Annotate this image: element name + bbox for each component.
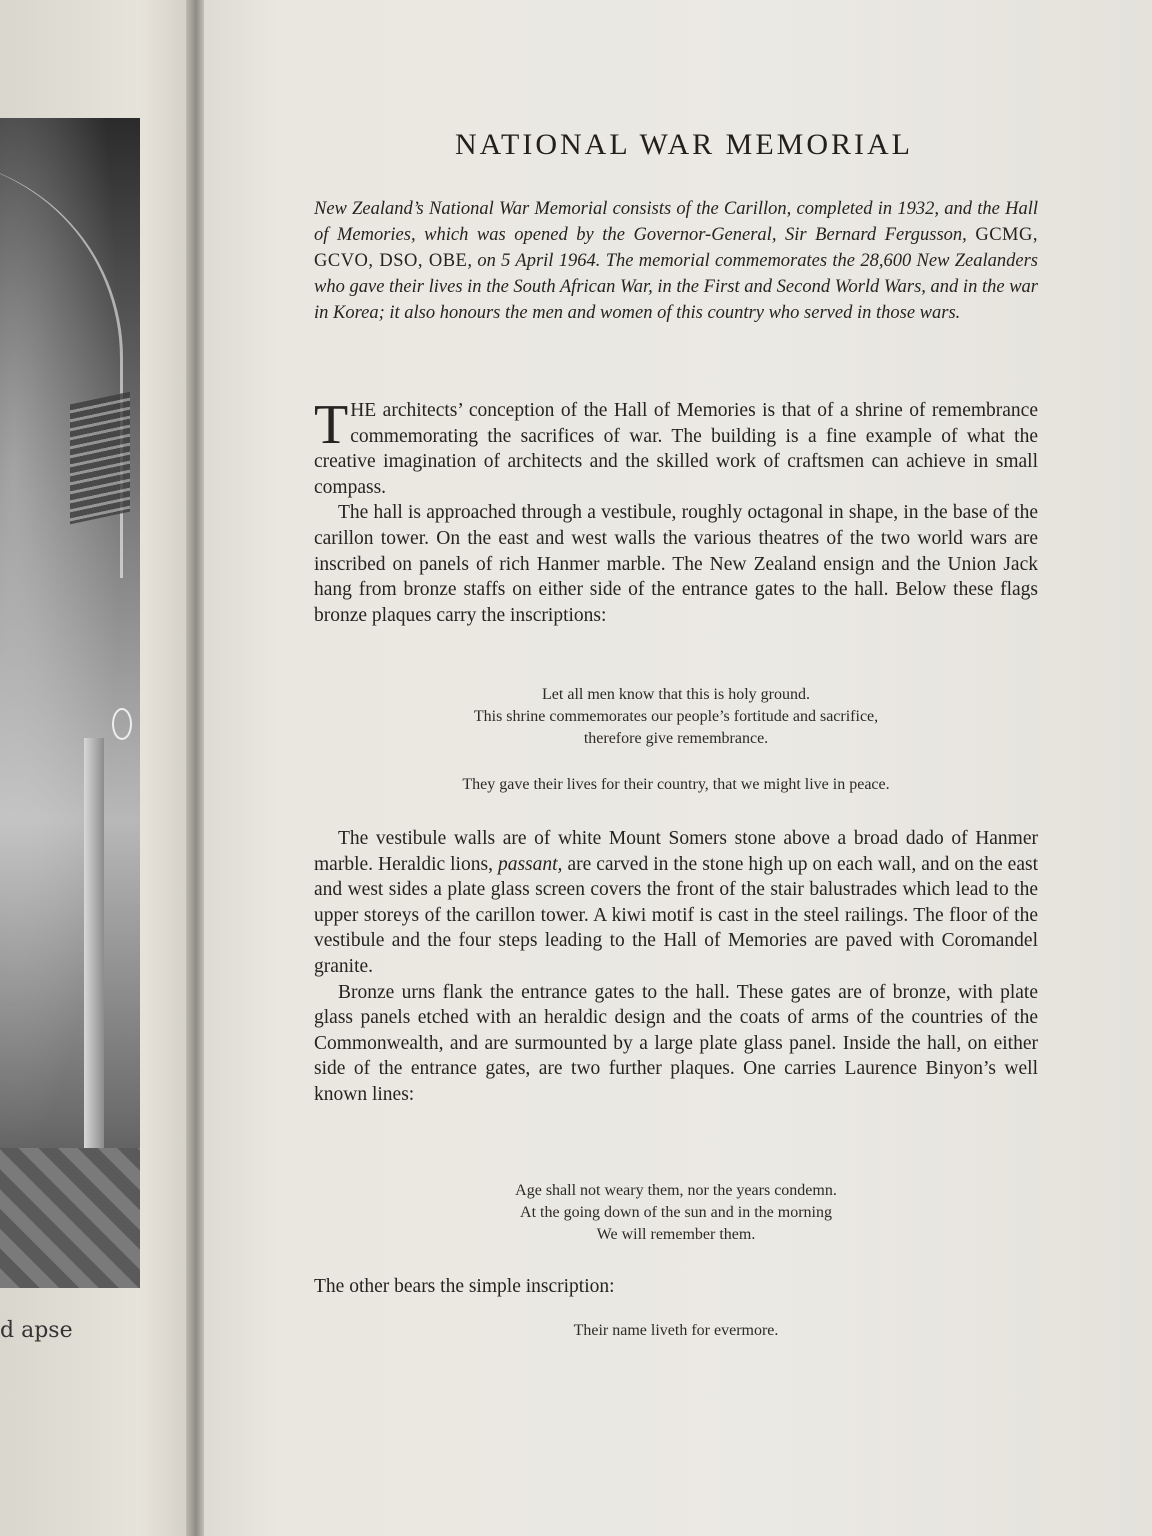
intro-text-part1: New Zealand’s National War Memorial consists of the Carillon, completed in 1932, and the Hall of Memories, which was opened by the Governor-General, Sir Bernard Fergusson, (314, 199, 1038, 245)
right-text-page (204, 0, 1152, 1536)
left-facing-page (0, 0, 200, 1536)
paragraph-architects (314, 394, 1038, 500)
paragraph-walls-text-2: are carved in the stone high up on each wall, and on the east and west sides a plate glass screen covers the front of the stair balustrades which lead to the upper storeys of the carillon tower. A kiwi motif is cast in the steel railings. The floor of the vestibule and the four steps leading to the Hall of Memories are paved with Coromandel granite. (314, 853, 1038, 977)
poem-line: We will remember them. (596, 1226, 756, 1243)
inscription-line: therefore give remembrance. (583, 730, 769, 747)
paragraph-bronze-urns: Bronze urns flank the entrance gates to the hall. These gates are of bronze, with plate glass panels etched with an heraldic design and the coats of arms of the countries of the Commonwealth, and are surmounted by a large plate glass panel. Inside the hall, on either side of the entrance gates, are two further plaques. One carries Laurence Binyon’s well known lines: (314, 981, 1038, 1105)
drop-cap: T (314, 394, 349, 456)
inscription-line: Let all men know that this is holy ground. (542, 686, 810, 703)
book-gutter (186, 0, 206, 1536)
body-block-2 (314, 826, 1038, 1108)
paragraph-vestibule: The hall is approached through a vestibule, roughly octagonal in shape, in the base of the carillon tower. On the east and west walls the various theatres of the two world wars are inscribed on panels of rich Hanmer marble. The New Zealand ensign and the Union Jack hang from bronze staffs on either side of the entrance gates to the hall. Below these flags bronze plaques carry the inscriptions: (314, 502, 1038, 626)
intro-text-part2: , on 5 April 1964. The memorial commemorates the 28,600 New Zealanders who gave their lives in the South African War, in the First and Second World Wars, and in the war in Korea; it also honours the men and women of this country who served in those wars. (314, 251, 1038, 323)
interior-photograph (0, 118, 140, 1288)
paragraph-other-plaque: The other bears the simple inscription: (314, 1276, 615, 1297)
inscription-line: This shrine commemorates our people’s fortitude and sacrifice, (473, 708, 879, 725)
body-block-1 (314, 394, 1038, 628)
photo-window (70, 392, 130, 525)
photo-caption-fragment: d apse (0, 1318, 73, 1343)
poem-binyon (314, 1180, 1038, 1246)
poem-line: Age shall not weary them, nor the years condemn. (515, 1182, 837, 1199)
paragraph-vestibule-walls (314, 826, 1038, 980)
intro-honours: GCMG, GCVO, DSO, OBE (314, 225, 1038, 271)
paragraph-walls-italic: passant, (497, 853, 563, 875)
inscription-evermore: Their name liveth for evermore. (573, 1322, 779, 1339)
inscription-gave-their-lives: They gave their lives for their country, that we might live in peace. (462, 776, 890, 793)
intro-paragraph (314, 196, 1038, 326)
page-title: NATIONAL WAR MEMORIAL (455, 128, 913, 161)
paragraph-architects-text: HE architects’ conception of the Hall of Memories is that of a shrine of remembrance commemorating the sacrifices of war. The building is a fine example of what the creative imagination of architects and the skilled work of craftsmen can achieve in small compass. (314, 400, 1038, 498)
paragraph-walls-text-1: The vestibule walls are of white Mount Somers stone above a broad dado of Hanmer marble. Heraldic lions, (314, 828, 1038, 875)
photo-wall-plaque (112, 708, 132, 740)
inscription-holy-ground (314, 684, 1038, 750)
poem-line: At the going down of the sun and in the morning (520, 1204, 832, 1221)
body-block-3 (314, 1274, 1038, 1300)
photo-floor (0, 1148, 140, 1288)
